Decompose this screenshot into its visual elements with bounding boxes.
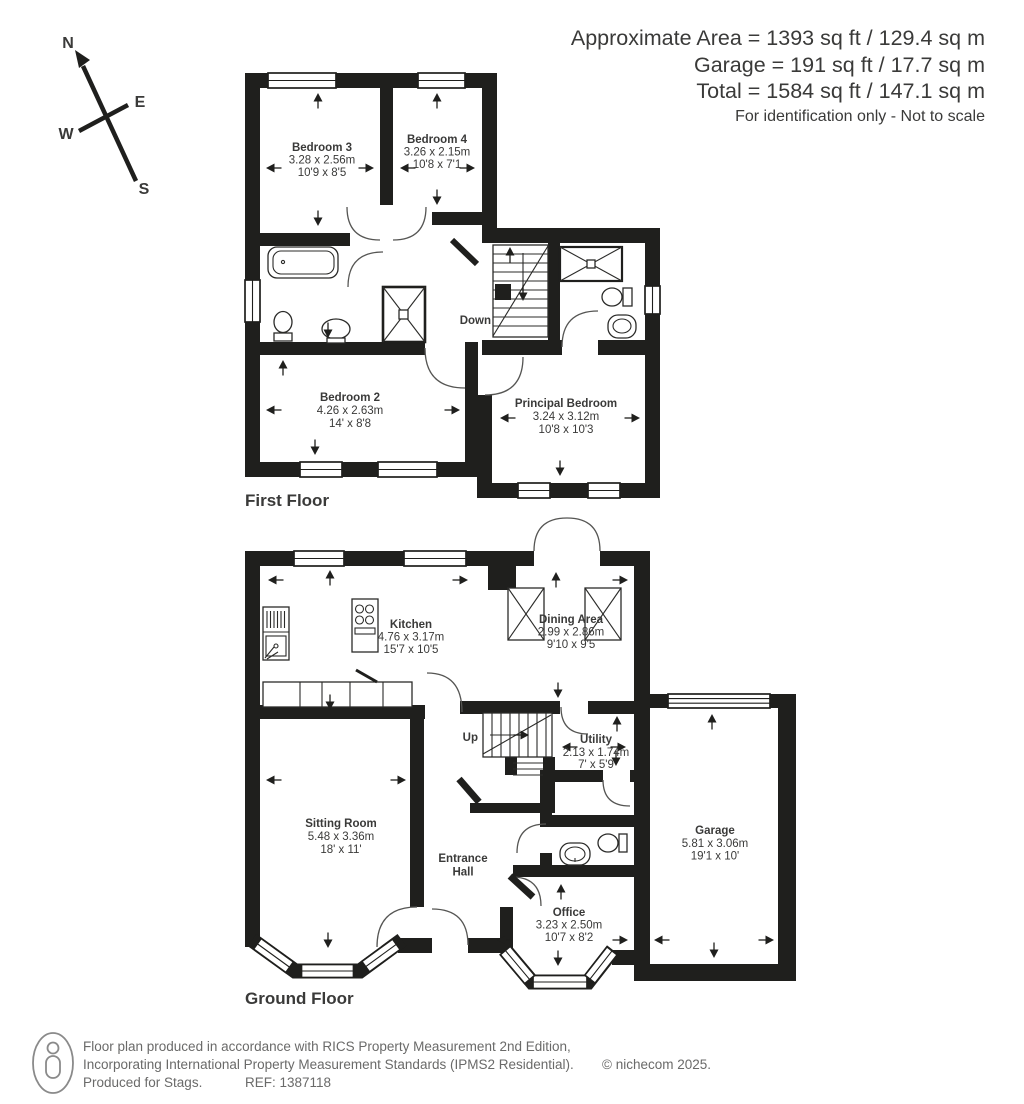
first-floor-title: First Floor: [245, 491, 330, 510]
bay-window: [533, 976, 587, 989]
compass-w: W: [58, 126, 74, 143]
room-dim-bedroom4-m: 3.26 x 2.15m: [403, 146, 471, 159]
ensuite-sink-icon: [608, 315, 636, 338]
approx-area-text: Approximate Area = 1393 sq ft / 129.4 sq m: [570, 26, 985, 50]
room-dim-office-ft: 10'7 x 8'2: [544, 932, 594, 944]
room-dim-principal-m: 3.24 x 3.12m: [532, 411, 600, 423]
room-dim-bedroom4-ft: 10'8 x 7'1: [412, 159, 462, 171]
shower-icon: [383, 287, 425, 342]
bay-window: [302, 965, 354, 978]
window: [378, 462, 437, 477]
room-dim-utility-ft: 7' x 5'9: [578, 759, 614, 771]
room-label-utility: Utility: [580, 734, 612, 746]
stairs-up: [483, 713, 552, 775]
window: [245, 280, 260, 322]
room-dim-kitchen-ft: 15'7 x 10'5: [383, 644, 439, 656]
room-label-entrance-2: Hall: [452, 866, 474, 879]
footer-line1: Floor plan produced in accordance with RICS Property Measurement 2nd Edition,: [83, 1039, 571, 1054]
bay-window: [362, 939, 400, 972]
stairs-up-label: Up: [462, 732, 478, 744]
footer-line2: Incorporating International Property Measurement Standards (IPMS2 Residential).: [83, 1057, 574, 1072]
room-dim-garage-ft: 19'1 x 10': [690, 850, 740, 863]
window: [418, 73, 465, 88]
room-dim-kitchen-m: 4.76 x 3.17m: [377, 631, 445, 644]
window: [518, 483, 550, 498]
ensuite-toilet-icon: [602, 288, 632, 306]
room-label-sitting: Sitting Room: [305, 818, 377, 830]
room-dim-bedroom2-ft: 14' x 8'8: [328, 418, 372, 430]
first-floor-plan: [245, 73, 660, 510]
window: [588, 483, 620, 498]
ground-floor-title: Ground Floor: [245, 989, 354, 1008]
window: [300, 462, 342, 477]
room-label-kitchen: Kitchen: [389, 619, 433, 631]
room-label-bedroom2: Bedroom 2: [319, 392, 381, 404]
person-icon: [33, 1033, 73, 1093]
footer-copyright: © nichecom 2025.: [602, 1057, 712, 1072]
room-dim-sitting-m: 5.48 x 3.36m: [307, 831, 375, 843]
stove-icon: [352, 599, 378, 652]
compass-icon: [58, 35, 149, 198]
bay-window: [500, 946, 534, 983]
compass-n: N: [62, 35, 74, 52]
room-dim-bedroom3-ft: 10'9 x 8'5: [297, 167, 347, 179]
footer-line3: Produced for Stags.: [83, 1075, 203, 1090]
garage-door: [668, 694, 770, 708]
window: [294, 551, 344, 566]
room-label-garage: Garage: [695, 825, 735, 837]
area-summary: [571, 26, 985, 125]
wc-sink-icon: [560, 843, 590, 865]
ground-floor-plan: [245, 518, 796, 1008]
stairs-down: [493, 245, 548, 337]
room-label-principal: Principal Bedroom: [514, 398, 618, 410]
disclaimer-text: For identification only - Not to scale: [735, 108, 985, 125]
room-label-bedroom3: Bedroom 3: [291, 142, 353, 154]
stairs-down-label: Down: [459, 315, 491, 327]
wc-toilet-icon: [598, 834, 627, 852]
room-label-office: Office: [552, 907, 586, 919]
first-floor-labels: [245, 134, 617, 510]
room-label-entrance: Entrance: [438, 853, 488, 865]
total-area-text: Total = 1584 sq ft / 147.1 sq m: [696, 79, 985, 103]
room-dim-bedroom3-m: 3.28 x 2.56m: [288, 154, 356, 167]
room-dim-office-m: 3.23 x 2.50m: [535, 919, 603, 932]
room-dim-sitting-ft: 18' x 11': [320, 844, 362, 856]
room-dim-utility-m: 2.13 x 1.74m: [562, 747, 630, 759]
garage-area-text: Garage = 191 sq ft / 17.7 sq m: [693, 53, 985, 77]
window: [404, 551, 466, 566]
room-dim-garage-m: 5.81 x 3.06m: [681, 838, 749, 850]
room-label-dining: Dining Area: [538, 614, 604, 626]
room-dim-dining-m: 2.99 x 2.86m: [537, 626, 605, 639]
footer-ref: REF: 1387118: [245, 1075, 332, 1090]
kitchen-counter-icon: [263, 670, 412, 707]
room-dim-principal-ft: 10'8 x 10'3: [538, 424, 594, 436]
toilet-icon: [274, 312, 292, 342]
room-dim-bedroom2-m: 4.26 x 2.63m: [316, 405, 384, 417]
window: [645, 286, 660, 314]
bathtub-icon: [268, 247, 338, 278]
compass-e: E: [134, 94, 146, 111]
room-label-bedroom4: Bedroom 4: [406, 134, 468, 146]
window: [268, 73, 336, 88]
bay-window: [253, 938, 293, 972]
room-dim-dining-ft: 9'10 x 9'5: [546, 639, 596, 651]
footer: [33, 1033, 711, 1093]
first-floor-fixtures: [268, 245, 636, 343]
kitchen-unit-icon: [263, 607, 289, 660]
ensuite-shower-icon: [560, 247, 622, 281]
compass-s: S: [138, 181, 150, 198]
